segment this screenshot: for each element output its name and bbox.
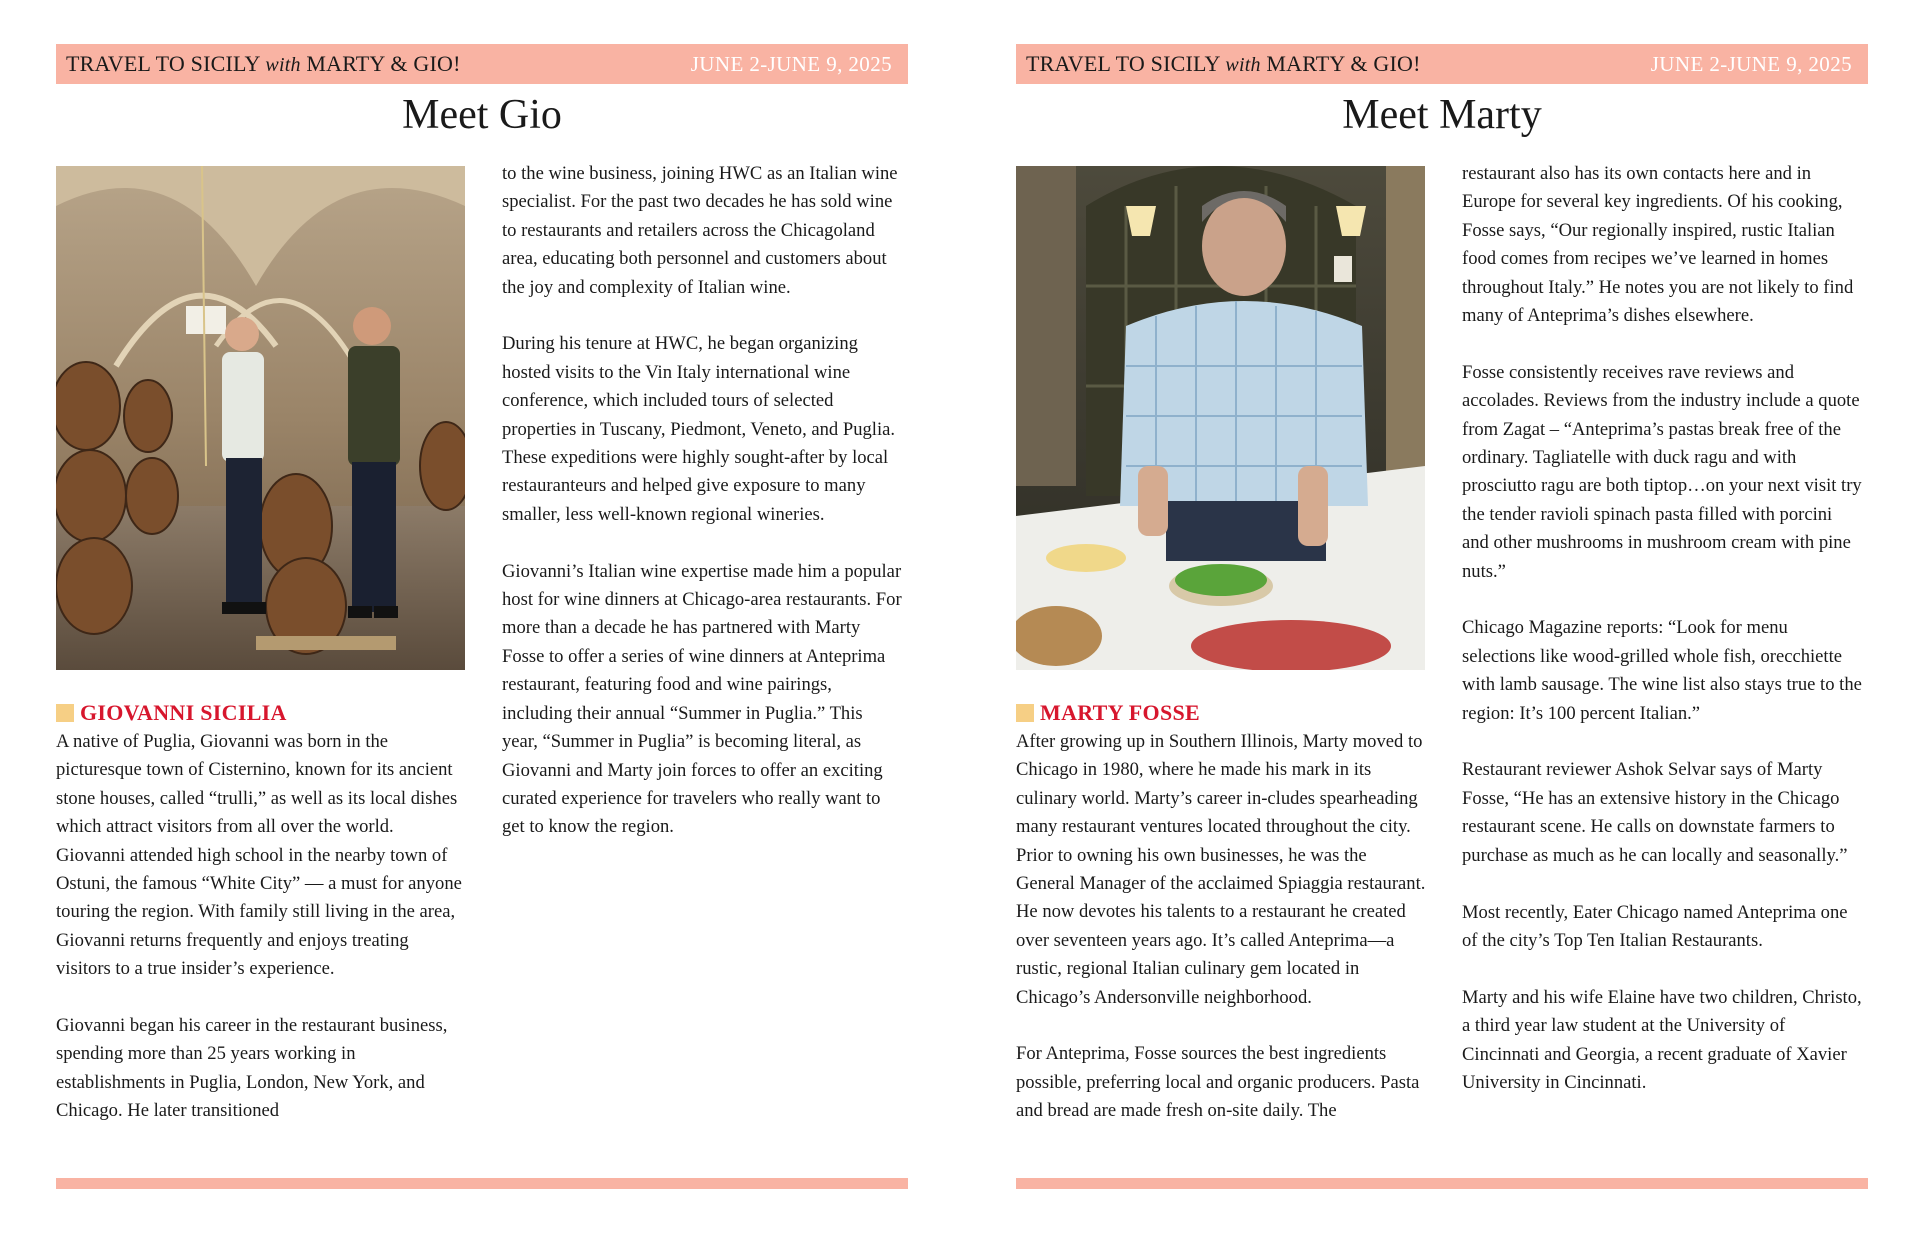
header-title-part2: MARTY & GIO! bbox=[1260, 51, 1421, 76]
page-title: Meet Marty bbox=[1342, 92, 1542, 138]
bio-column-a bbox=[56, 728, 466, 1126]
header-dates: JUNE 2-JUNE 9, 2025 bbox=[1650, 51, 1852, 76]
bio-paragraph: A native of Puglia, Giovanni was born in the picturesque town of Cisternino, known for its ancient stone houses, called “trulli,” as well as its local dishes which attract visitors from all over the world. Giovanni attended high school in the nearby town of Ostuni, the famous “White City” — a must for anyone touring the region. With family still living in the area, Giovanni returns frequently and enjoys treating visitors to a true insider’s experience. bbox=[56, 731, 462, 980]
bio-paragraph: For Anteprima, Fosse sources the best ingredients possible, preferring local and organic producers. Pasta and bread are made fresh on-site daily. The bbox=[1016, 1043, 1420, 1122]
bio-column-b bbox=[502, 160, 902, 842]
header-title-part2: MARTY & GIO! bbox=[300, 51, 461, 76]
square-bullet-icon bbox=[1016, 704, 1034, 722]
header-title bbox=[1026, 51, 1421, 77]
chef-portrait-illustration bbox=[1016, 166, 1425, 670]
bio-paragraph: Chicago Magazine reports: “Look for menu selections like wood-grilled whole fish, orecchiette with lamb sausage. The wine list also stays true to the region: It’s 100 percent Italian.” bbox=[1462, 617, 1862, 724]
page-header bbox=[56, 44, 908, 84]
bio-paragraph: restaurant also has its own contacts here and in Europe for several key ingredients. Of his cooking, Fosse says, “Our regionally inspired, rustic Italian food comes from recipes we’ve learned in homes throughout Italy.” He notes you are not likely to find many of Anteprima’s dishes elsewhere. bbox=[1462, 163, 1854, 327]
bio-paragraph: After growing up in Southern Illinois, Marty moved to Chicago in 1980, where he made his mark in its culinary world. Marty’s career in-cludes spearheading many restaurant ventures located throughout the city. Prior to owning his own businesses, he was the General Manager of the acclaimed Spiaggia restaurant. He now devotes his talents to a restaurant he created over seventeen years ago. It’s called Anteprima—a rustic, regional Italian culinary gem located in Chicago’s Andersonville neighborhood. bbox=[1016, 731, 1426, 1008]
footer-bar bbox=[1016, 1178, 1868, 1189]
page-title: Meet Gio bbox=[402, 92, 562, 138]
bio-paragraph: Giovanni began his career in the restaurant business, spending more than 25 years working in establishments in Puglia, London, New York, and Chicago. He later transitioned bbox=[56, 1015, 448, 1122]
bio-paragraph: Restaurant reviewer Ashok Selvar says of Marty Fosse, “He has an extensive history in the Chicago restaurant scene. He calls on downstate farmers to purchase as much as he can locally and seasonally.” bbox=[1462, 759, 1848, 866]
bio-paragraph: During his tenure at HWC, he began organizing hosted visits to the Vin Italy international wine conference, which included tours of selected properties in Tuscany, Piedmont, Veneto, and Puglia. These expeditions were highly sought-after by local restauranteurs and helped give exposure to many smaller, less well-known regional wineries. bbox=[502, 333, 896, 525]
person-name-heading bbox=[1016, 700, 1200, 726]
header-dates: JUNE 2-JUNE 9, 2025 bbox=[690, 51, 892, 76]
person-name-heading bbox=[56, 700, 287, 726]
header-title-with: with bbox=[1225, 54, 1261, 76]
square-bullet-icon bbox=[56, 704, 74, 722]
bio-column-b bbox=[1462, 160, 1862, 1097]
person-name: MARTY FOSSE bbox=[1040, 700, 1201, 725]
bio-paragraph: Fosse consistently receives rave reviews and accolades. Reviews from the industry include a quote from Zagat – “Anteprima’s pastas break free of the ordinary. Tagliatelle with duck ragu and with prosciutto ragu are both tiptop…on your next visit try the tender ravioli spinach pasta filled with porcini and other mushrooms in mushroom cream with pine nuts.” bbox=[1462, 361, 1862, 582]
bio-paragraph: Marty and his wife Elaine have two children, Christo, a third year law student at the University of Cincinnati and Georgia, a recent graduate of Xavier University in Cincinnati. bbox=[1462, 986, 1862, 1093]
wine-cellar-photo bbox=[56, 166, 465, 670]
bio-column-a bbox=[1016, 728, 1426, 1126]
bio-paragraph: Most recently, Eater Chicago named Anteprima one of the city’s Top Ten Italian Restaurants. bbox=[1462, 901, 1848, 951]
header-title bbox=[66, 51, 461, 77]
chef-portrait-photo bbox=[1016, 166, 1425, 670]
header-title-part1: TRAVEL TO SICILY bbox=[1026, 51, 1226, 76]
bio-paragraph: Giovanni’s Italian wine expertise made him a popular host for wine dinners at Chicago-area restaurants. For more than a decade he has partnered with Marty Fosse to offer a series of wine dinners at Anteprima restaurant, featuring food and wine pairings, including their annual “Summer in Puglia.” This year, “Summer in Puglia” is becoming literal, as Giovanni and Marty join forces to offer an exciting curated experience for travelers who really want to get to know the region. bbox=[502, 560, 902, 838]
header-title-part1: TRAVEL TO SICILY bbox=[66, 51, 266, 76]
person-name: GIOVANNI SICILIA bbox=[80, 700, 287, 725]
page-header bbox=[1016, 44, 1868, 84]
footer-bar bbox=[56, 1178, 908, 1189]
wine-cellar-illustration bbox=[56, 166, 465, 670]
header-title-with: with bbox=[265, 54, 301, 76]
page-meet-marty bbox=[960, 0, 1920, 1243]
bio-paragraph: to the wine business, joining HWC as an Italian wine specialist. For the past two decades he has sold wine to restaurants and retailers across the Chicagoland area, educating both personnel and customers about the joy and complexity of Italian wine. bbox=[502, 163, 898, 298]
